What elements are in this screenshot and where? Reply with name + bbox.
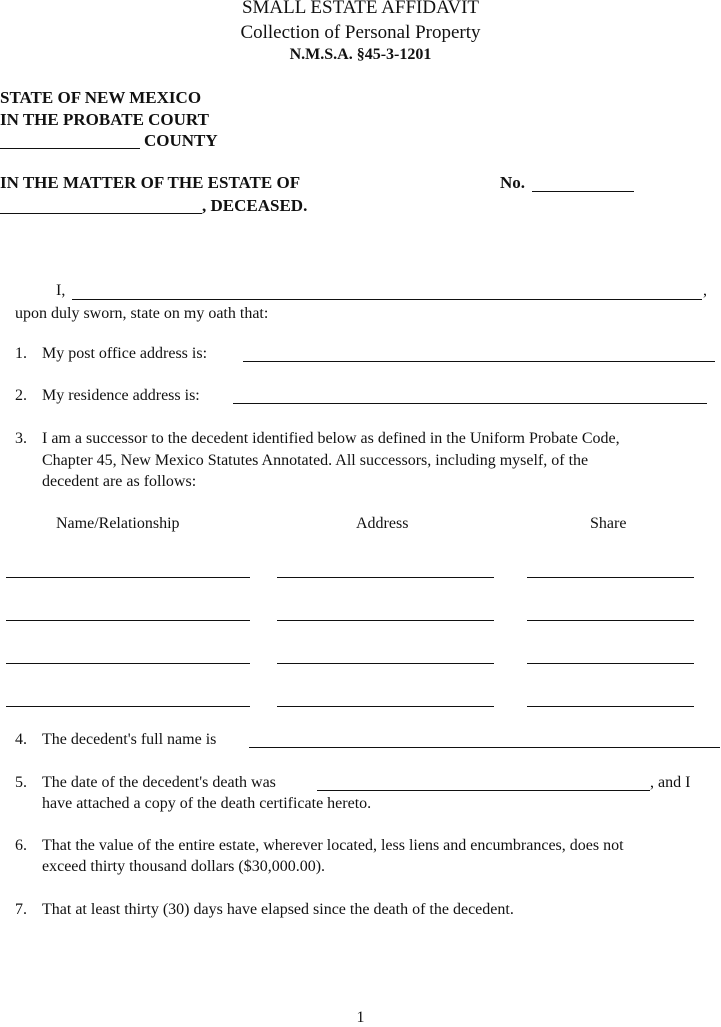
item-5-line-1-suffix: , and I xyxy=(650,774,691,791)
successor-1-share-blank[interactable] xyxy=(527,577,694,578)
item-5-line-2: have attached a copy of the death certificate hereto. xyxy=(42,795,372,812)
item-4-text: The decedent's full name is xyxy=(42,731,217,748)
affiant-label: I, xyxy=(56,282,66,299)
item-5-number: 5. xyxy=(15,774,27,791)
item-3-line-2: Chapter 45, New Mexico Statutes Annotated. All successors, including myself, of the xyxy=(42,452,589,469)
case-number-blank[interactable] xyxy=(532,191,634,192)
item-1-number: 1. xyxy=(15,345,27,362)
item-2-text: My residence address is: xyxy=(42,387,200,404)
item-4-number: 4. xyxy=(15,731,27,748)
item-7-text: That at least thirty (30) days have elapsed since the death of the decedent. xyxy=(42,901,514,918)
affiant-comma: , xyxy=(703,282,707,299)
successor-4-name-blank[interactable] xyxy=(6,706,250,707)
county-label: COUNTY xyxy=(144,131,218,150)
column-header-address: Address xyxy=(356,515,409,532)
item-7-number: 7. xyxy=(15,901,27,918)
date-of-death-blank[interactable] xyxy=(317,790,650,791)
document-subtitle: Collection of Personal Property xyxy=(240,22,481,43)
item-2-number: 2. xyxy=(15,387,27,404)
successor-3-share-blank[interactable] xyxy=(527,663,694,664)
statute-citation: N.M.S.A. §45-3-1201 xyxy=(289,46,432,63)
item-5-line-1-prefix: The date of the decedent's death was xyxy=(42,774,276,791)
item-3-number: 3. xyxy=(15,430,27,447)
item-6-line-2: exceed thirty thousand dollars ($30,000.00). xyxy=(42,858,326,875)
successor-1-address-blank[interactable] xyxy=(277,577,494,578)
county-blank[interactable] xyxy=(0,148,140,149)
item-6-line-1: That the value of the entire estate, wherever located, less liens and encumbrances, does not xyxy=(42,837,624,854)
successor-3-name-blank[interactable] xyxy=(6,663,250,664)
successor-4-share-blank[interactable] xyxy=(527,706,694,707)
successor-2-address-blank[interactable] xyxy=(277,620,494,621)
column-header-name: Name/Relationship xyxy=(56,515,180,532)
court-label: IN THE PROBATE COURT xyxy=(0,110,209,129)
post-office-address-blank[interactable] xyxy=(243,361,715,362)
affiant-name-blank[interactable] xyxy=(72,299,702,300)
item-3-line-3: decedent are as follows: xyxy=(42,473,197,490)
item-3-line-1: I am a successor to the decedent identified below as defined in the Uniform Probate Code, xyxy=(42,430,620,447)
successor-4-address-blank[interactable] xyxy=(277,706,494,707)
estate-matter-label: IN THE MATTER OF THE ESTATE OF xyxy=(0,173,301,192)
state-label: STATE OF NEW MEXICO xyxy=(0,88,202,107)
case-number-label: No. xyxy=(500,173,526,192)
successor-2-name-blank[interactable] xyxy=(6,620,250,621)
column-header-share: Share xyxy=(590,515,627,532)
item-6-number: 6. xyxy=(15,837,27,854)
successor-2-share-blank[interactable] xyxy=(527,620,694,621)
successor-3-address-blank[interactable] xyxy=(277,663,494,664)
oath-text: upon duly sworn, state on my oath that: xyxy=(15,305,269,322)
page-number: 1 xyxy=(356,1009,365,1026)
item-1-text: My post office address is: xyxy=(42,345,208,362)
deceased-name-blank[interactable] xyxy=(0,213,202,214)
document-title: SMALL ESTATE AFFIDAVIT xyxy=(241,0,480,18)
decedent-full-name-blank[interactable] xyxy=(249,747,720,748)
residence-address-blank[interactable] xyxy=(233,403,707,404)
deceased-label: , DECEASED. xyxy=(202,196,308,215)
successor-1-name-blank[interactable] xyxy=(6,577,250,578)
